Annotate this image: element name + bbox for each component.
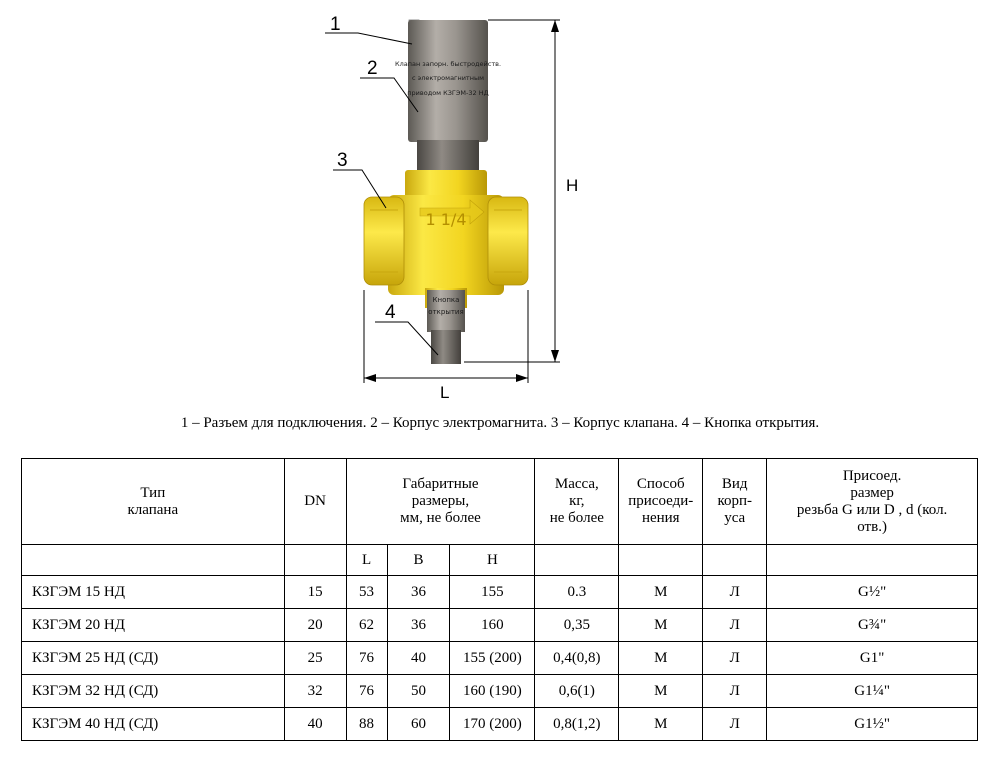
spec-table [21,458,978,741]
cell-l: 76 [346,675,387,708]
body-marking: 1 1/4 [425,210,467,229]
cell-b: 36 [387,609,450,642]
cell-dn: 15 [284,576,346,609]
cell-h: 155 (200) [450,642,535,675]
header-dims: Габаритные размеры, мм, не более [346,459,535,545]
header-mass: Масса, кг, не более [535,459,619,545]
cell-body: Л [703,609,767,642]
cell-thread: G½" [767,576,978,609]
magnet-label-line-2: с электромагнитным [411,74,485,82]
cell-type: КЗГЭМ 25 НД (СД) [22,642,285,675]
cell-method: М [619,642,703,675]
cell-l: 76 [346,642,387,675]
subheader-row [22,545,978,576]
cell-b: 50 [387,675,450,708]
cell-thread: G1½" [767,708,978,741]
cell-l: 88 [346,708,387,741]
cell-b: 40 [387,642,450,675]
cell-method: М [619,609,703,642]
header-type: Тип клапана [22,459,285,545]
button-label-line-2: открытия [428,308,464,316]
subheader-b: B [387,545,450,576]
cell-l: 53 [346,576,387,609]
cell-h: 160 [450,609,535,642]
cell-dn: 20 [284,609,346,642]
subheader-h: H [450,545,535,576]
magnet-label-line-3: приводом КЗГЭМ-32 НД [407,89,489,97]
callout-4: 4 [385,302,396,323]
header-body: Вид корп- уса [703,459,767,545]
cell-method: М [619,675,703,708]
cell-mass: 0,35 [535,609,619,642]
cell-body: Л [703,675,767,708]
cell-dn: 32 [284,675,346,708]
header-dn: DN [284,459,346,545]
cell-body: Л [703,576,767,609]
table-row [22,576,978,609]
cell-h: 170 (200) [450,708,535,741]
cell-type: КЗГЭМ 40 НД (СД) [22,708,285,741]
cell-body: Л [703,642,767,675]
table-row [22,609,978,642]
figure-caption: 1 – Разъем для подключения. 2 – Корпус электромагнита. 3 – Корпус клапана. 4 – Кнопка открытия. [180,415,820,431]
cell-body: Л [703,708,767,741]
cell-mass: 0,8(1,2) [535,708,619,741]
open-button [431,330,461,364]
cell-thread: G¾" [767,609,978,642]
cell-mass: 0,4(0,8) [535,642,619,675]
subheader-l: L [346,545,387,576]
cell-b: 36 [387,576,450,609]
cell-mass: 0.3 [535,576,619,609]
cell-method: М [619,708,703,741]
magnet-neck [417,140,479,175]
cell-l: 62 [346,609,387,642]
callout-2: 2 [367,58,378,79]
cell-mass: 0,6(1) [535,675,619,708]
cell-dn: 40 [284,708,346,741]
cell-thread: G1¼" [767,675,978,708]
header-row [22,459,978,545]
cell-type: КЗГЭМ 32 НД (СД) [22,675,285,708]
cell-type: КЗГЭМ 15 НД [22,576,285,609]
cell-dn: 25 [284,642,346,675]
table-row [22,642,978,675]
table-row [22,708,978,741]
table-row [22,675,978,708]
cell-h: 160 (190) [450,675,535,708]
cell-type: КЗГЭМ 20 НД [22,609,285,642]
dimension-l-label: L [440,383,450,402]
header-method: Способ присоеди- нения [619,459,703,545]
header-thread: Присоед. размер резьба G или D , d (кол. отв.) [767,459,978,545]
callout-1: 1 [330,14,341,35]
cell-method: М [619,576,703,609]
button-label-line-1: Кнопка [432,296,460,304]
magnet-label-line-1: Клапан запорн. быстродейств. [394,60,502,68]
callout-3: 3 [337,150,348,171]
cell-h: 155 [450,576,535,609]
dimension-h-label: H [566,176,579,195]
cell-thread: G1" [767,642,978,675]
cell-b: 60 [387,708,450,741]
